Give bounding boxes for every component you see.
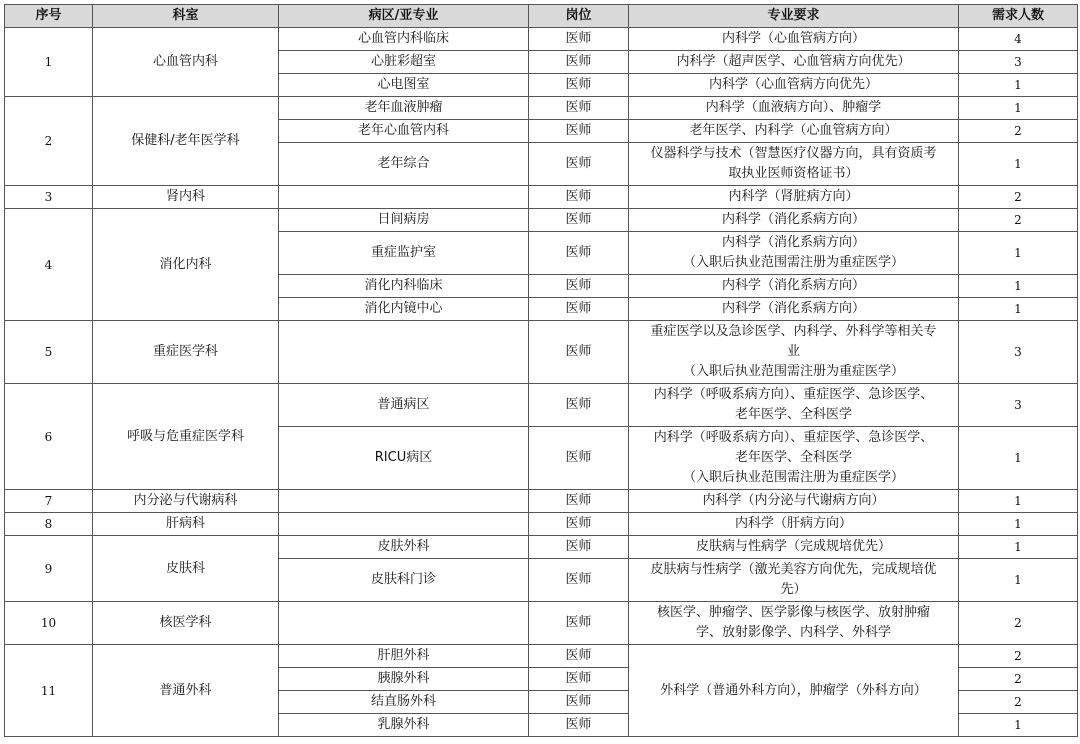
cell-no: 2 (5, 97, 93, 186)
cell-count: 1 (959, 74, 1078, 97)
cell-dept: 内分泌与代谢病科 (93, 490, 279, 513)
cell-no: 3 (5, 186, 93, 209)
cell-sub (279, 602, 529, 645)
cell-count: 1 (959, 714, 1078, 737)
requirement-line: 仪器科学与技术（智慧医疗仪器方向，具有资质考 (650, 146, 937, 161)
requirement-line: 核医学、肿瘤学、医学影像与核医学、放射肿瘤 (656, 605, 930, 620)
requirement-line: 内科学（血液病方向）、肿瘤学 (705, 100, 882, 115)
cell-sub: 乳腺外科 (279, 714, 529, 737)
cell-dept: 肝病科 (93, 513, 279, 536)
cell-sub: 日间病房 (279, 209, 529, 232)
table-body (5, 28, 1078, 737)
requirement-line: 内科学（内分泌与代谢病方向） (702, 493, 885, 508)
cell-requirement (629, 74, 959, 97)
cell-dept: 肾内科 (93, 186, 279, 209)
cell-sub: 皮肤外科 (279, 536, 529, 559)
requirement-line: 内科学（消化系病方向） (721, 235, 865, 250)
cell-count: 1 (959, 143, 1078, 186)
cell-requirement (629, 143, 959, 186)
cell-post: 医师 (529, 97, 629, 120)
cell-no: 7 (5, 490, 93, 513)
cell-post: 医师 (529, 490, 629, 513)
cell-post: 医师 (529, 275, 629, 298)
requirement-line: 外科学（普通外科方向），肿瘤学（外科方向） (660, 682, 927, 698)
requirement-line: （入职后执业范围需注册为重症医学） (682, 255, 904, 270)
requirement-line: 取执业医师资格证书） (728, 166, 859, 181)
requirement-line: 老年医学、内科学（心血管病方向） (689, 123, 898, 138)
cell-sub: 心电图室 (279, 74, 529, 97)
requirement-line: 皮肤病与性病学（激光美容方向优先，完成规培优 (650, 562, 937, 577)
cell-count: 2 (959, 120, 1078, 143)
cell-dept: 普通外科 (93, 645, 279, 737)
cell-requirement (629, 384, 959, 427)
cell-post: 医师 (529, 74, 629, 97)
cell-dept: 心血管内科 (93, 28, 279, 97)
requirement-line: 内科学（心血管病方向优先） (708, 77, 878, 92)
requirement-line: 内科学（心血管病方向） (721, 31, 865, 46)
cell-count: 2 (959, 668, 1078, 691)
cell-post: 医师 (529, 186, 629, 209)
cell-count: 1 (959, 97, 1078, 120)
cell-sub: 胰腺外科 (279, 668, 529, 691)
cell-requirement (629, 513, 959, 536)
cell-requirement (629, 275, 959, 298)
requirement-line: 内科学（肝病方向） (734, 516, 852, 531)
cell-count: 3 (959, 321, 1078, 384)
cell-post: 医师 (529, 209, 629, 232)
cell-post: 医师 (529, 120, 629, 143)
table-row (5, 321, 1078, 384)
cell-requirement (629, 298, 959, 321)
requirement-line: 业 (786, 344, 800, 359)
cell-sub: 皮肤科门诊 (279, 559, 529, 602)
cell-post: 医师 (529, 321, 629, 384)
cell-post: 医师 (529, 714, 629, 737)
header-req: 专业要求 (629, 5, 959, 28)
cell-sub (279, 490, 529, 513)
header-count: 需求人数 (959, 5, 1078, 28)
cell-requirement (629, 51, 959, 74)
cell-requirement (629, 120, 959, 143)
cell-count: 1 (959, 298, 1078, 321)
requirement-line: 学、放射影像学、内科学、外科学 (695, 625, 891, 640)
cell-count: 1 (959, 513, 1078, 536)
cell-count: 2 (959, 691, 1078, 714)
requirement-line: 重症医学以及急诊医学、内科学、外科学等相关专 (650, 324, 937, 339)
cell-count: 3 (959, 51, 1078, 74)
cell-no: 10 (5, 602, 93, 645)
table-row (5, 186, 1078, 209)
requirement-line: 内科学（消化系病方向） (721, 301, 865, 316)
cell-post: 医师 (529, 427, 629, 490)
header-row (5, 5, 1078, 28)
cell-count: 2 (959, 645, 1078, 668)
table-row (5, 97, 1078, 120)
header-post: 岗位 (529, 5, 629, 28)
cell-sub: 消化内科临床 (279, 275, 529, 298)
cell-dept: 消化内科 (93, 209, 279, 321)
cell-post: 医师 (529, 28, 629, 51)
requirement-line: 内科学（消化系病方向） (721, 278, 865, 293)
cell-requirement (629, 97, 959, 120)
cell-post: 医师 (529, 298, 629, 321)
requirement-line: 内科学（消化系病方向） (721, 212, 865, 227)
cell-no: 8 (5, 513, 93, 536)
requirement-line: 内科学（超声医学、心血管病方向优先） (676, 54, 911, 69)
cell-post: 医师 (529, 559, 629, 602)
requirement-line: 皮肤病与性病学（完成规培优先） (695, 539, 891, 554)
cell-requirement (629, 490, 959, 513)
cell-count: 1 (959, 427, 1078, 490)
cell-count: 1 (959, 490, 1078, 513)
cell-sub: 老年心血管内科 (279, 120, 529, 143)
cell-requirement (629, 186, 959, 209)
cell-post: 医师 (529, 536, 629, 559)
cell-requirement (629, 427, 959, 490)
cell-post: 医师 (529, 384, 629, 427)
cell-sub: 老年血液肿瘤 (279, 97, 529, 120)
cell-requirement (629, 28, 959, 51)
recruitment-table (4, 4, 1078, 737)
table-row (5, 602, 1078, 645)
requirement-line: （入职后执业范围需注册为重症医学） (682, 470, 904, 485)
cell-no: 1 (5, 28, 93, 97)
cell-requirement (629, 209, 959, 232)
cell-no: 5 (5, 321, 93, 384)
cell-count: 1 (959, 536, 1078, 559)
cell-sub: 老年综合 (279, 143, 529, 186)
table-row (5, 513, 1078, 536)
cell-sub: 结直肠外科 (279, 691, 529, 714)
requirement-line: 先） (780, 582, 807, 597)
cell-post: 医师 (529, 51, 629, 74)
table-row (5, 209, 1078, 232)
cell-post: 医师 (529, 513, 629, 536)
cell-count: 2 (959, 186, 1078, 209)
cell-count: 1 (959, 275, 1078, 298)
cell-post: 医师 (529, 143, 629, 186)
cell-sub: 重症监护室 (279, 232, 529, 275)
requirement-line: （入职后执业范围需注册为重症医学） (682, 364, 904, 379)
cell-requirement (629, 232, 959, 275)
cell-sub: RICU病区 (279, 427, 529, 490)
header-dept: 科室 (93, 5, 279, 28)
cell-sub (279, 513, 529, 536)
table-row (5, 28, 1078, 51)
cell-sub: 肝胆外科 (279, 645, 529, 668)
requirement-line: 内科学（肾脏病方向） (728, 189, 859, 204)
cell-requirement (629, 559, 959, 602)
cell-dept: 保健科/老年医学科 (93, 97, 279, 186)
cell-count: 4 (959, 28, 1078, 51)
table-row (5, 536, 1078, 559)
cell-dept: 呼吸与危重症医学科 (93, 384, 279, 490)
cell-sub: 消化内镜中心 (279, 298, 529, 321)
cell-post: 医师 (529, 691, 629, 714)
cell-requirement (629, 645, 959, 737)
requirement-line: 老年医学、全科医学 (734, 407, 852, 422)
cell-count: 1 (959, 559, 1078, 602)
cell-dept: 核医学科 (93, 602, 279, 645)
cell-no: 11 (5, 645, 93, 737)
cell-count: 2 (959, 602, 1078, 645)
requirement-line: 内科学（呼吸系病方向）、重症医学、急诊医学、 (653, 387, 934, 402)
requirement-line: 内科学（呼吸系病方向）、重症医学、急诊医学、 (653, 430, 934, 445)
cell-sub: 普通病区 (279, 384, 529, 427)
table-row (5, 490, 1078, 513)
cell-sub: 心血管内科临床 (279, 28, 529, 51)
cell-post: 医师 (529, 232, 629, 275)
table-row (5, 384, 1078, 427)
cell-count: 3 (959, 384, 1078, 427)
cell-no: 4 (5, 209, 93, 321)
cell-count: 1 (959, 232, 1078, 275)
cell-count: 2 (959, 209, 1078, 232)
header-no: 序号 (5, 5, 93, 28)
cell-requirement (629, 321, 959, 384)
cell-post: 医师 (529, 602, 629, 645)
table-header (5, 5, 1078, 28)
table-row (5, 645, 1078, 668)
cell-no: 9 (5, 536, 93, 602)
cell-dept: 皮肤科 (93, 536, 279, 602)
cell-post: 医师 (529, 645, 629, 668)
cell-sub: 心脏彩超室 (279, 51, 529, 74)
header-sub: 病区/亚专业 (279, 5, 529, 28)
requirement-line: 老年医学、全科医学 (734, 450, 852, 465)
cell-requirement (629, 536, 959, 559)
cell-post: 医师 (529, 668, 629, 691)
cell-dept: 重症医学科 (93, 321, 279, 384)
cell-no: 6 (5, 384, 93, 490)
cell-sub (279, 186, 529, 209)
cell-requirement (629, 602, 959, 645)
cell-sub (279, 321, 529, 384)
